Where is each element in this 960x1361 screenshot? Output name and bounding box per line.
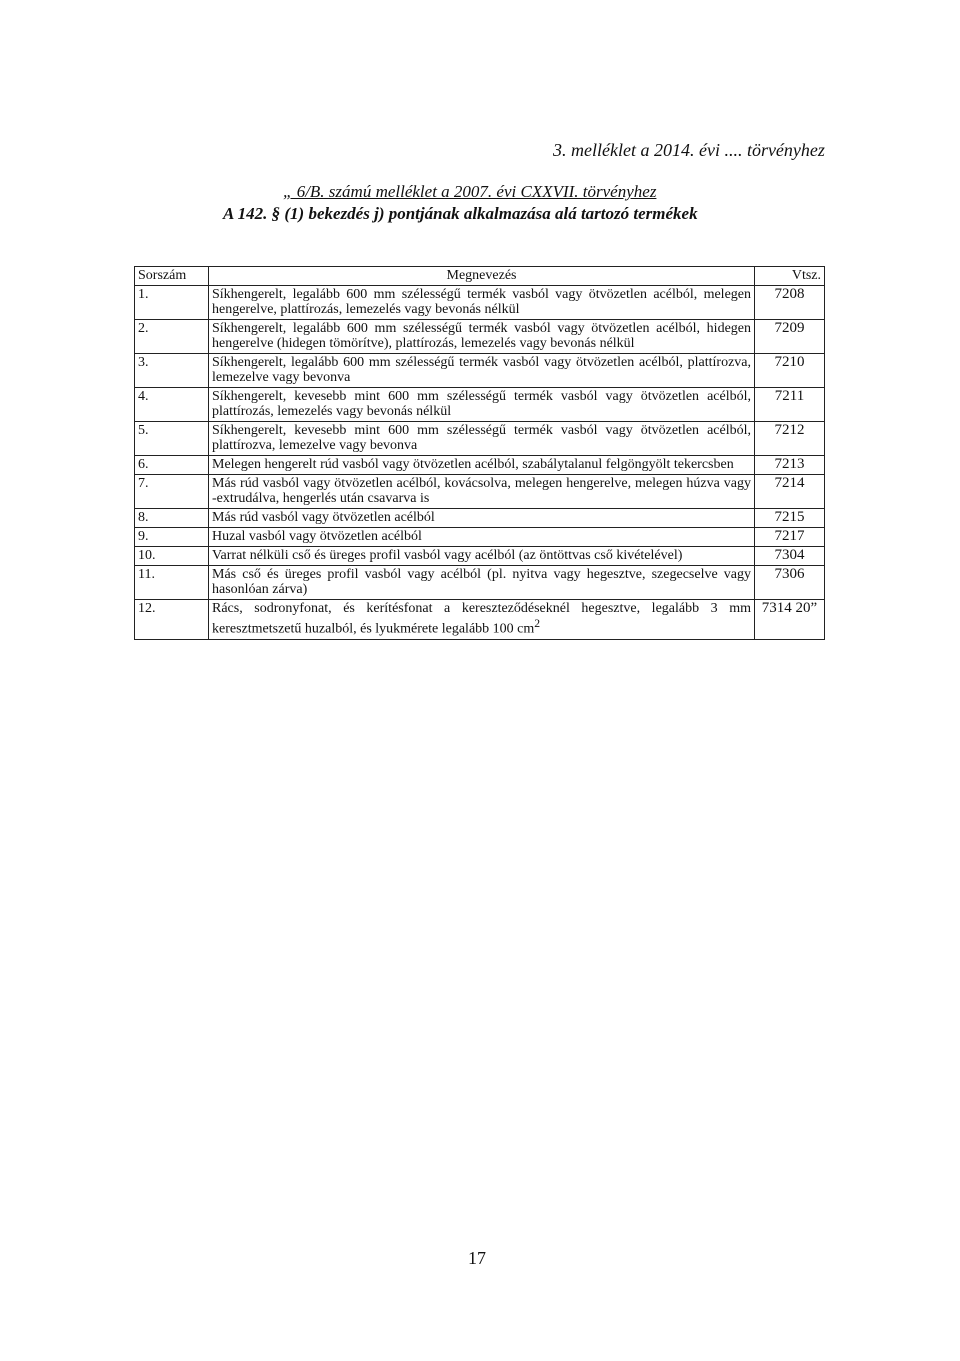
annex-reference: 3. melléklet a 2014. évi .... törvényhez [553, 140, 825, 160]
table-row [135, 354, 825, 388]
row-name-cell [209, 600, 755, 640]
table-row [135, 456, 825, 475]
row-number: 1. [135, 286, 209, 320]
row-number: 7. [135, 475, 209, 509]
row-code: 7211 [755, 388, 825, 422]
table-row [135, 320, 825, 354]
row-number: 5. [135, 422, 209, 456]
row-name: Varrat nélküli cső és üreges profil vasból vagy acélból (az öntöttvas cső kivételével) [209, 547, 755, 566]
row-code: 7217 [755, 528, 825, 547]
superscript-exponent: 2 [534, 617, 541, 630]
row-name: Más cső és üreges profil vasból vagy acélból (pl. nyitva vagy hegesztve, szegecselve vagy hasonlóan zárva) [209, 566, 755, 600]
table-row [135, 422, 825, 456]
row-code: 7212 [755, 422, 825, 456]
annex-subtitle: A 142. § (1) bekezdés j) pontjának alkalmazása alá tartozó termékek [223, 204, 698, 223]
row-name: Melegen hengerelt rúd vasból vagy ötvözetlen acélból, szabálytalanul felgöngyölt tekercsben [209, 456, 755, 475]
row-name: Síkhengerelt, legalább 600 mm szélességű termék vasból vagy ötvözetlen acélból, plattírozva, lemezelve vagy bevonva [209, 354, 755, 388]
row-code: 7208 [755, 286, 825, 320]
row-number: 4. [135, 388, 209, 422]
table-row [135, 600, 825, 640]
row-name: Más rúd vasból vagy ötvözetlen acélból, kovácsolva, melegen hengerelve, melegen húzva vagy -extrudálva, hengerlés után csavarva is [209, 475, 755, 509]
row-code: 7306 [755, 566, 825, 600]
table-row [135, 388, 825, 422]
row-number: 3. [135, 354, 209, 388]
row-number: 12. [135, 600, 209, 640]
table-row [135, 547, 825, 566]
header-name: Megnevezés [209, 267, 755, 286]
row-name: Huzal vasból vagy ötvözetlen acélból [209, 528, 755, 547]
row-name: Síkhengerelt, legalább 600 mm szélességű termék vasból vagy ötvözetlen acélból, hidegen hengerelve (hidegen tömörítve), plattírozás, lemezelés vagy bevonás nélkül [209, 320, 755, 354]
row-code: 7214 [755, 475, 825, 509]
table-row [135, 475, 825, 509]
product-table [134, 266, 825, 640]
row-number: 6. [135, 456, 209, 475]
row-name: Síkhengerelt, legalább 600 mm szélességű termék vasból vagy ötvözetlen acélból, melegen hengerelve, plattírozás, lemezelés vagy bevonás nélkül [209, 286, 755, 320]
row-code: 7209 [755, 320, 825, 354]
row-name: Síkhengerelt, kevesebb mint 600 mm szélességű termék vasból vagy ötvözetlen acélból, plattírozás, lemezelés vagy bevonás nélkül [209, 388, 755, 422]
header-number: Sorszám [135, 267, 209, 286]
row-code: 7314 20” [755, 600, 825, 640]
row-name: Rács, sodronyfonat, és kerítésfonat a kereszteződéseknél hegesztve, legalább 3 mm keresztmetszetű huzalból, és lyukmérete legalább 100 cm [212, 601, 751, 637]
page-number: 17 [468, 1248, 486, 1268]
table-row [135, 286, 825, 320]
row-code: 7215 [755, 509, 825, 528]
table-row [135, 509, 825, 528]
row-code: 7210 [755, 354, 825, 388]
row-name: Síkhengerelt, kevesebb mint 600 mm szélességű termék vasból vagy ötvözetlen acélból, plattírozva, lemezelve vagy bevonva [209, 422, 755, 456]
row-number: 10. [135, 547, 209, 566]
annex-title: „ 6/B. számú melléklet a 2007. évi CXXVII. törvényhez [283, 182, 657, 201]
row-number: 9. [135, 528, 209, 547]
row-number: 11. [135, 566, 209, 600]
row-name: Más rúd vasból vagy ötvözetlen acélból [209, 509, 755, 528]
row-code: 7304 [755, 547, 825, 566]
row-number: 2. [135, 320, 209, 354]
table-row [135, 528, 825, 547]
row-number: 8. [135, 509, 209, 528]
table-header-row [135, 267, 825, 286]
table-row [135, 566, 825, 600]
row-code: 7213 [755, 456, 825, 475]
header-code: Vtsz. [755, 267, 825, 286]
